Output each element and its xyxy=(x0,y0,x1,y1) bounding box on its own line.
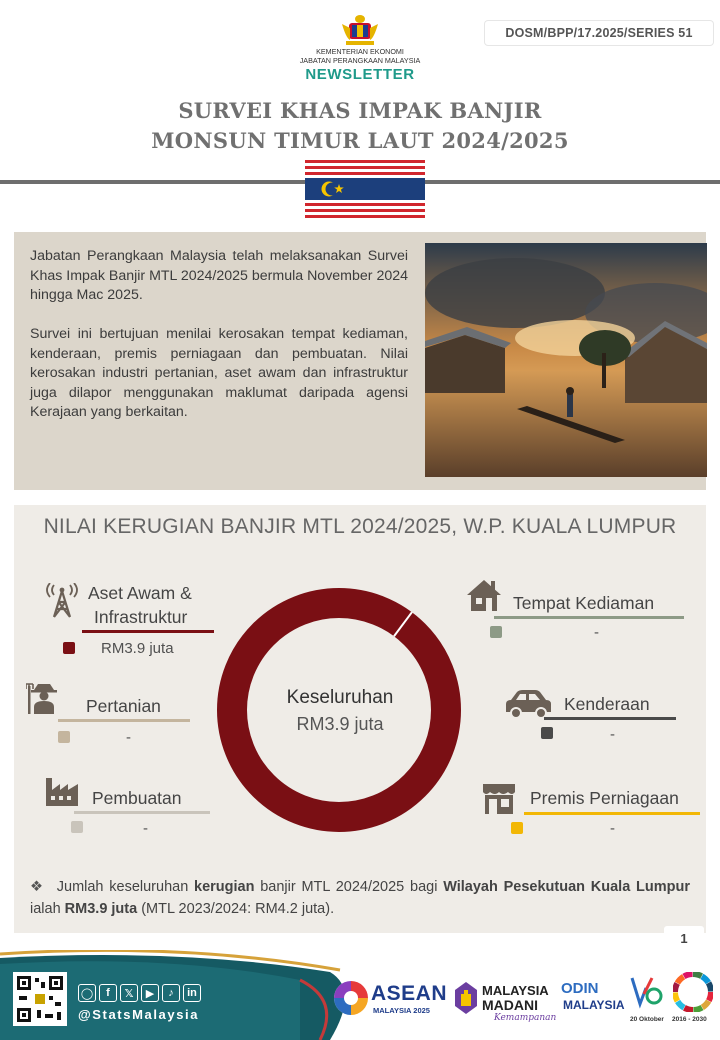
x-icon[interactable]: 𝕏 xyxy=(120,984,138,1002)
madani-emblem-icon xyxy=(453,980,479,1016)
premis-value: - xyxy=(610,820,615,837)
kuala-lumpur-flag-icon xyxy=(305,160,425,220)
newsletter-label: NEWSLETTER xyxy=(305,66,415,83)
facebook-icon[interactable]: f xyxy=(99,984,117,1002)
diamond-bullet-icon: ❖ xyxy=(30,879,45,895)
sdg-years: 2016 - 2030 xyxy=(672,1016,707,1023)
premis-underline xyxy=(524,812,700,815)
pembuatan-legend-swatch xyxy=(71,821,83,833)
madani-logo-line-2: MADANI xyxy=(482,997,538,1013)
shop-icon xyxy=(481,780,517,816)
page-number: 1 xyxy=(664,926,704,950)
social-handle[interactable]: @StatsMalaysia xyxy=(78,1007,200,1022)
loss-section-title: NILAI KERUGIAN BANJIR MTL 2024/2025, W.P. KUALA LUMPUR xyxy=(43,515,677,538)
odin-logo-subtext: MALAYSIA xyxy=(563,998,625,1012)
premis-legend-swatch xyxy=(511,822,523,834)
department-name: JABATAN PERANGKAAN MALAYSIA xyxy=(299,56,421,65)
series-code: DOSM/BPP/17.2025/SERIES 51 xyxy=(484,20,714,46)
ministry-name: KEMENTERIAN EKONOMI xyxy=(316,47,404,56)
kenderaan-label: Kenderaan xyxy=(564,694,650,714)
intro-text xyxy=(30,247,408,442)
statistics-day-emblem-icon xyxy=(628,974,664,1010)
kenderaan-legend-swatch xyxy=(541,727,553,739)
donut-center-title: Keseluruhan xyxy=(286,687,394,708)
aset-label-line-2: Infrastruktur xyxy=(94,607,188,627)
kediaman-label: Tempat Kediaman xyxy=(513,593,655,613)
summary-text-4: (MTL 2023/2024: RM4.2 juta). xyxy=(137,901,335,917)
donut-slice-1 xyxy=(232,603,446,817)
kenderaan-underline xyxy=(544,717,676,720)
tiktok-icon[interactable]: ♪ xyxy=(162,984,180,1002)
summary-text-3: ialah xyxy=(30,901,65,917)
coat-of-arms-icon xyxy=(340,14,380,48)
page-title-line-2: MONSUN TIMUR LAUT 2024/2025 xyxy=(151,128,569,153)
youtube-icon[interactable]: ▶ xyxy=(141,984,159,1002)
intro-paragraph-1: Jabatan Perangkaan Malaysia telah melaksanakan Survei Khas Impak Banjir MTL 2024/2025 bermula November 2024 hingga Mac 2025. xyxy=(30,248,409,303)
kenderaan-value: - xyxy=(610,726,615,743)
aset-legend-swatch xyxy=(63,642,75,654)
summary-text-1: Jumlah keseluruhan xyxy=(56,879,195,895)
asean-logo-subtext: MALAYSIA 2025 xyxy=(373,1006,430,1015)
statistics-day-date: 20 Oktober xyxy=(630,1016,664,1023)
loss-donut-chart xyxy=(215,586,463,834)
farmer-icon xyxy=(26,680,62,716)
pertanian-value: - xyxy=(126,729,131,746)
premis-label: Premis Perniagaan xyxy=(530,788,679,808)
odin-logo-text: ODIN xyxy=(561,980,599,997)
social-links xyxy=(78,984,201,1004)
pertanian-underline xyxy=(58,719,190,722)
tower-icon xyxy=(44,583,80,619)
kediaman-underline xyxy=(494,616,684,619)
asean-emblem-icon xyxy=(332,978,370,1018)
house-icon xyxy=(466,577,502,613)
pembuatan-value: - xyxy=(143,820,148,837)
flood-photo xyxy=(425,243,707,477)
asean-logo-text: ASEAN xyxy=(371,982,448,1005)
intro-paragraph-2: Survei ini bertujuan menilai kerosakan tempat kediaman, kenderaan, premis perniagaan dan pembuatan. Nilai kerosakan industri pertanian, aset awam dan infrastruktur juga dilapor menggunakan maklumat daripada agensi Kerajaan yang berkaitan. xyxy=(30,326,408,420)
summary-bold-3: RM3.9 juta xyxy=(64,901,138,917)
summary-bold-1: kerugian xyxy=(194,879,255,895)
instagram-icon[interactable]: ◯ xyxy=(78,984,96,1002)
factory-icon xyxy=(44,772,80,808)
pertanian-legend-swatch xyxy=(58,731,70,743)
aset-value: RM3.9 juta xyxy=(101,640,174,657)
summary-text-2: banjir MTL 2024/2025 bagi xyxy=(254,879,444,895)
aset-label-line-1: Aset Awam & xyxy=(88,583,192,603)
kediaman-value: - xyxy=(594,624,599,641)
aset-underline xyxy=(82,630,214,633)
loss-summary xyxy=(30,876,690,920)
pembuatan-underline xyxy=(74,811,210,814)
sdg-wheel-icon xyxy=(673,972,713,1012)
kediaman-legend-swatch xyxy=(490,626,502,638)
donut-center-value: RM3.9 juta xyxy=(296,714,384,734)
pembuatan-label: Pembuatan xyxy=(92,788,182,808)
linkedin-icon[interactable]: in xyxy=(183,984,201,1002)
pertanian-label: Pertanian xyxy=(86,696,161,716)
madani-logo-line-1: MALAYSIA xyxy=(482,983,549,998)
madani-logo-line-3: Kemampanan xyxy=(494,1013,557,1023)
summary-bold-2: Wilayah Pesekutuan Kuala Lumpur xyxy=(443,879,690,895)
qr-code[interactable] xyxy=(13,972,67,1026)
page-title-line-1: SURVEI KHAS IMPAK BANJIR xyxy=(178,98,542,123)
